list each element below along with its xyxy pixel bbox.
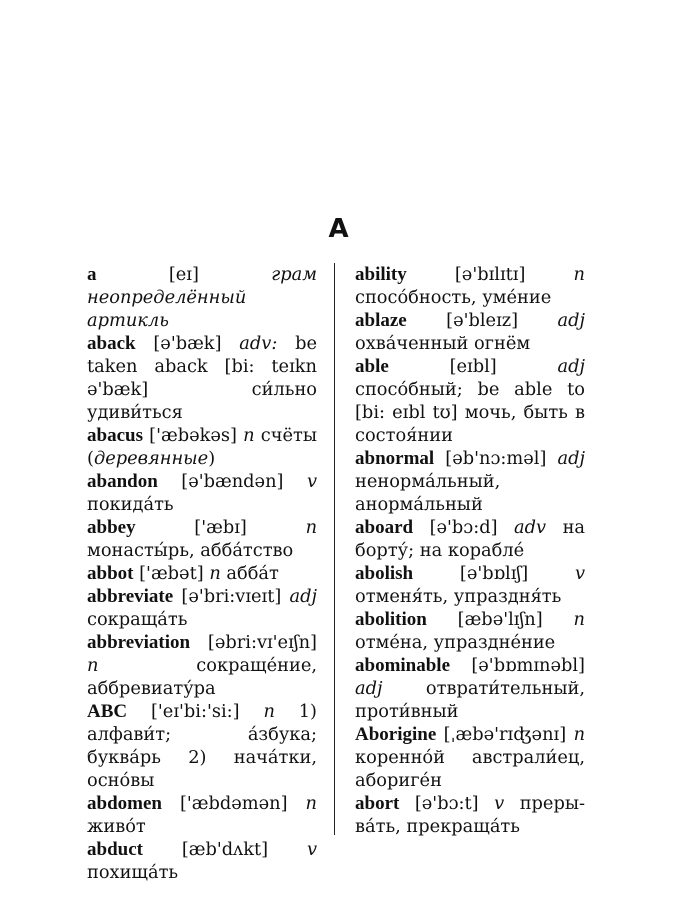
dictionary-entry xyxy=(355,355,585,447)
transcription: [əbri:vɪ'eɪʃn] xyxy=(207,632,317,653)
dictionary-entry xyxy=(87,585,317,631)
dictionary-entry xyxy=(355,562,585,608)
dictionary-entry xyxy=(87,700,317,792)
headword: abandon xyxy=(87,471,158,492)
definition: покида́ть xyxy=(87,494,174,515)
headword: abacus xyxy=(87,425,143,446)
part-of-speech: adj xyxy=(289,586,318,607)
dictionary-entry xyxy=(87,792,317,838)
dictionary-entry xyxy=(355,447,585,516)
dictionary-entry xyxy=(355,723,585,792)
headword: able xyxy=(355,356,389,377)
definition: прерыва́ть, прекраща́ть xyxy=(355,793,585,837)
dictionary-entry xyxy=(355,309,585,355)
dictionary-entry xyxy=(87,516,317,562)
dictionary-entry xyxy=(87,631,317,700)
definition: охва́ченный огнём xyxy=(355,333,531,354)
part-of-speech: n xyxy=(573,724,586,745)
headword: abbot xyxy=(87,563,134,584)
transcription: ['æbdəmən] xyxy=(179,793,288,814)
transcription: [ə'bændən] xyxy=(181,471,284,492)
headword: Aborigine xyxy=(355,724,437,745)
part-of-speech: n xyxy=(243,425,255,446)
part-of-speech: v xyxy=(306,471,317,492)
headword: abbey xyxy=(87,517,136,538)
transcription: [ə'bleɪz] xyxy=(446,310,519,331)
transcription: [æb'dʌkt] xyxy=(181,839,269,860)
transcription: ['æbət] xyxy=(139,563,204,584)
transcription: [ə'bri:vɪeɪt] xyxy=(181,586,282,607)
transcription: [ə'bɔ:t] xyxy=(414,793,479,814)
dictionary-entry xyxy=(87,562,317,585)
dictionary-entry xyxy=(355,516,585,562)
transcription: [ə'bɔ:d] xyxy=(429,517,498,538)
headword: abdomen xyxy=(87,793,162,814)
dictionary-entry xyxy=(87,332,317,424)
part-of-speech: n xyxy=(209,563,221,584)
part-of-speech: adj xyxy=(355,678,383,699)
definition: монасты́рь, абба́тство xyxy=(87,540,294,561)
part-of-speech: n xyxy=(573,264,585,285)
part-of-speech: v xyxy=(494,793,505,814)
dictionary-entry xyxy=(355,792,585,838)
transcription: ['eɪ'bi:'si:] xyxy=(150,701,240,722)
column-right xyxy=(355,263,585,838)
definition: сокраще́ние, аббревиату́ра xyxy=(87,655,317,699)
section-letter: A xyxy=(328,214,349,244)
part-of-speech: грам xyxy=(271,264,317,285)
headword: abnormal xyxy=(355,448,435,469)
definition-tail: ) xyxy=(208,448,216,469)
headword: abduct xyxy=(87,839,143,860)
headword: abolition xyxy=(355,609,427,630)
part-of-speech: n xyxy=(305,793,317,814)
dictionary-entry xyxy=(87,838,317,884)
transcription: [æbə'lɪʃn] xyxy=(457,609,543,630)
dictionary-entry xyxy=(87,424,317,470)
transcription: ['æbəkəs] xyxy=(149,425,237,446)
definition: 1) алфави́т; а́збука; буква́рь 2) нача́тки, осно́вы xyxy=(87,701,317,791)
definition: отме́на, упраздне́ние xyxy=(355,632,556,653)
definition: спосо́бный; be able to [bi: eɪbl tʊ] мочь, быть в состоя́нии xyxy=(355,379,585,446)
transcription: [eɪ] xyxy=(168,264,199,285)
transcription: [eɪbl] xyxy=(449,356,497,377)
definition: абба́т xyxy=(226,563,279,584)
definition-note: неопределённый артикль xyxy=(87,287,247,331)
definition: коренно́й австрали́ец, абориге́н xyxy=(355,747,585,791)
part-of-speech: adv: xyxy=(239,333,278,354)
definition: сокраща́ть xyxy=(87,609,188,630)
part-of-speech: v xyxy=(306,839,318,860)
part-of-speech: n xyxy=(263,701,275,722)
transcription: [ə'bɒlɪʃ] xyxy=(459,563,529,584)
headword: ablaze xyxy=(355,310,407,331)
headword: abolish xyxy=(355,563,414,584)
transcription: [ˌæbə'rɪʤənɪ] xyxy=(443,724,567,745)
transcription: [ə'bɪlɪtɪ] xyxy=(454,264,526,285)
headword: aback xyxy=(87,333,136,354)
part-of-speech: n xyxy=(573,609,585,630)
transcription: [ə'bæk] xyxy=(153,333,222,354)
dictionary-entry xyxy=(87,263,317,332)
definition: отменя́ть, упраздня́ть xyxy=(355,586,562,607)
definition: спосо́бность, уме́ние xyxy=(355,287,552,308)
headword: abort xyxy=(355,793,400,814)
headword: aboard xyxy=(355,517,414,538)
part-of-speech: adj xyxy=(557,356,585,377)
part-of-speech: n xyxy=(305,517,318,538)
part-of-speech: n xyxy=(87,655,99,676)
headword: abbreviate xyxy=(87,586,174,607)
definition: живо́т xyxy=(87,816,146,837)
part-of-speech: adj xyxy=(557,448,586,469)
part-of-speech: v xyxy=(574,563,585,584)
transcription: [əb'nɔ:məl] xyxy=(445,448,547,469)
definition: похища́ть xyxy=(87,862,179,883)
headword: a xyxy=(87,264,97,285)
dictionary-entry xyxy=(355,608,585,654)
definition: на борту́; на корабле́ xyxy=(355,517,586,561)
definition: be taken aback [bi: teɪkn ə'bæk] си́льно удиви́ться xyxy=(87,333,318,423)
headword: abominable xyxy=(355,655,451,676)
definition: ненорма́льный, анорма́льный xyxy=(355,471,501,515)
part-of-speech: adj xyxy=(557,310,585,331)
headword: ability xyxy=(355,264,407,285)
headword: abbreviation xyxy=(87,632,191,653)
part-of-speech: adv xyxy=(514,517,547,538)
headword: ABC xyxy=(87,701,128,722)
dictionary-entry xyxy=(355,654,585,723)
column-left xyxy=(87,263,317,884)
dictionary-entry xyxy=(355,263,585,309)
transcription: ['æbɪ] xyxy=(194,517,247,538)
definition: отврати́тельный, проти́вный xyxy=(355,678,585,722)
transcription: [ə'bɒmɪnəbl] xyxy=(471,655,585,676)
column-divider xyxy=(334,263,335,835)
definition: счёты ( xyxy=(87,425,318,469)
dictionary-entry xyxy=(87,470,317,516)
definition-note: деревянные xyxy=(93,448,209,469)
